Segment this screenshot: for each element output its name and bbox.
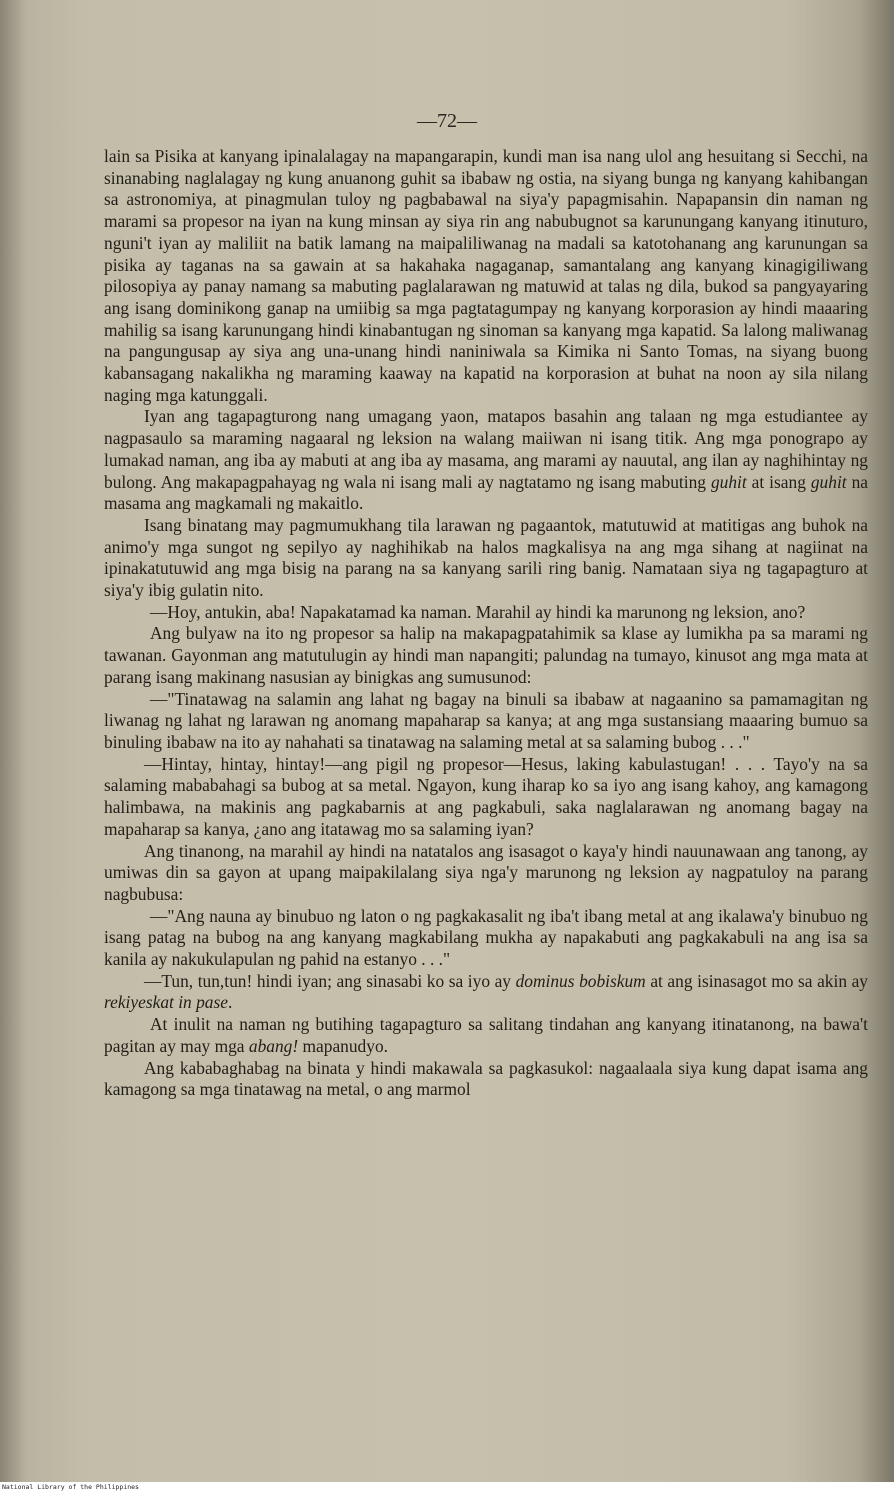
paragraph: lain sa Pisika at kanyang ipinalalagay na mapangarapin, kundi man isa nang ulol ang hesuitang si Secchi, na sinanabing naglalagay ng kung anuanong guhit sa ibabaw ng ostia, na siyang bunga ng kanyang kahibangan sa astronomiya, at pinagmulan tuloy ng pagbabawal na siya'y papagmisahin. Napapansin din naman ng marami sa propesor na iyan na kung minsan ay siya rin ang nabubugnot sa karunungang kanyang itinuturo, nguni't iyan ay maliliit na batik lamang na maipaliliwanag na madali sa katotohanang ang karunungan sa pisika ay taganas na sa gawain at sa hakahaka nagaganap, samantalang ang kanyang kinagigiliwang pilosopiya ay panay namang sa mabuting paglalarawan ng matuwid at talas ng dila, bukod sa pangyayaring ang isang dominikong ganap na umiibig sa mga pagtatagumpay ng kanyang korporasion ay hindi maaaring mahilig sa isang karunungang hindi kinabantugan ng sinoman sa kanyang mga kapatid. Sa lalong maliwanag na pangungusap ay siya ang una-unang hindi naniniwala sa Kimika ni Santo Tomas, na siyang buong kabansagang nakalikha ng maraming kaaway na kapatid na korporasion at buhat na noon ay sila nilang naging mga katunggali. (104, 146, 868, 405)
italic-term: guhit (810, 471, 847, 492)
paragraph: Iyan ang tagapagturong nang umagang yaon, matapos basahin ang talaan ng mga estudiantee ay nagpasaulo sa maraming nagaaral ng leksion na walang maiiwan ni isang titik. Ang mga ponograpo ay lumakad naman, ang iba ay mabuti at ang iba ay masama, ang marami ay nauutal, ang ilan ay naghihintay ng bulong. Ang makapagpahayag ng wala ni isang mali ay nagtatamo ng isang mabuting guhit at isang guhit na masama ang magkamali ng makaitlo. (104, 406, 868, 514)
paragraph: Isang binatang may pagmumukhang tila larawan ng pagaantok, matutuwid at matitigas ang buhok na animo'y mga sungot ng sepilyo ay naghihikab na halos magkalisya na ang mga sihang at nagiinat na ipinakatutuwid ang mga bisig na parang na sa kanyang sarili ring banig. Namataan siya ng tagapagturo at siya'y ibig gulatin nito. (104, 514, 868, 601)
paragraph: —"Ang nauna ay binubuo ng laton o ng pagkakasalit ng iba't ibang metal at ang ikalawa'y binubuo ng isang patag na bubog na ang kanyang magkabilang mukha ay napakabuti ang pagkakabuli na ang isa sa kanila ay nakukulapulan ng pahid na estanyo . . ." (104, 905, 868, 970)
paragraph: —"Tinatawag na salamin ang lahat ng bagay na binuli sa ibabaw at nagaanino sa pamamagitan ng liwanag ng lahat ng larawan ng anomang mapaharap sa kanya; at ang mga sustansiang maaaring bumuo sa binuling ibabaw na ito ay nahahati sa tinatawag na salaming metal at sa salaming bubog . . ." (104, 688, 868, 752)
italic-term: guhit (710, 471, 747, 492)
body-text (104, 146, 868, 1101)
italic-term: abang! (248, 1035, 299, 1056)
italic-term: rekiyeskat in pase (104, 992, 228, 1013)
footer-credit: National Library of the Philippines (2, 1483, 139, 1491)
paragraph: At inulit na naman ng butihing tagapagturo sa salitang tindahan ang kanyang itinatanong, na bawa't pagitan ay may mga abang! mapanudyo. (104, 1014, 868, 1056)
paragraph: —Hintay, hintay, hintay!—ang pigil ng propesor—Hesus, laking kabulastugan! . . . Tayo'y na sa salaming mababahagi sa bubog at sa metal. Ngayon, kung iharap ko sa iyo ang isang kahoy, ang kamagong halimbawa, na makinis ang pagkabarnis at ang pagkabuli, saka naglalarawan ng anomang bagay na mapaharap sa kanya, ¿ano ang itatawag mo sa salaming iyan? (104, 753, 868, 839)
paragraph: —Tun, tun,tun! hindi iyan; ang sinasabi ko sa iyo ay dominus bobiskum at ang isinasagot mo sa akin ay rekiyeskat in pase. (104, 970, 868, 1013)
footer-bar (0, 1482, 894, 1493)
paragraph: Ang kababaghabag na binata y hindi makawala sa pagkasukol: nagaalaala siya kung dapat isama ang kamagong sa mga tinatawag na metal, o ang marmol (104, 1057, 868, 1100)
page-number: —72— (417, 110, 477, 132)
paragraph: Ang tinanong, na marahil ay hindi na natatalos ang isasagot o kaya'y hindi nauunawaan ang tanong, ay umiwas din sa gayon at upang maipakilalang siya nga'y marunong ng leksion ay nagpatuloy na parang nagbubusa: (104, 840, 868, 904)
italic-term: dominus bobiskum (515, 970, 646, 991)
paragraph: Ang bulyaw na ito ng propesor sa halip na makapagpatahimik sa klase ay lumikha pa sa marami ng tawanan. Gayonman ang matutulugin ay hindi man napangiti; palundag na tumayo, kinusot ang mga mata at parang isang makinang nasusian ay binigkas ang sumusunod: (104, 623, 868, 687)
paragraph: —Hoy, antukin, aba! Napakatamad ka naman. Marahil ay hindi ka marunong ng leksion, ano? (150, 601, 806, 622)
